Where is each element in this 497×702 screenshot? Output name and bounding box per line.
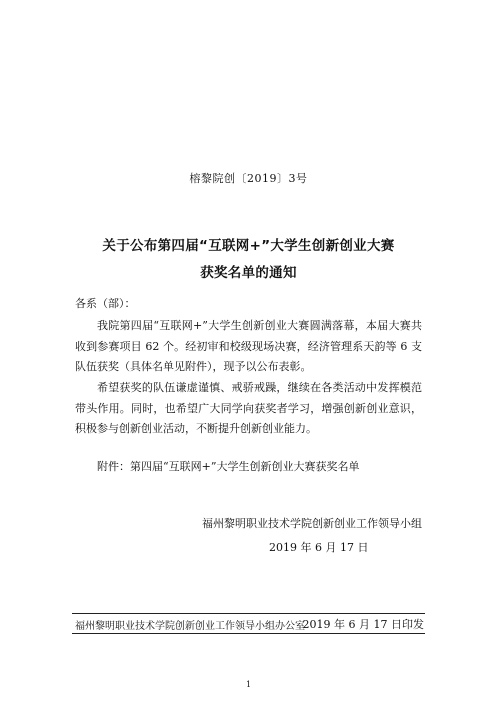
signature-organization: 福州黎明职业技术学院创新创业工作领导小组 (202, 517, 422, 530)
page-number: 1 (245, 680, 252, 689)
body-paragraph-2: 希望获奖的队伍谦虚谨慎、戒骄戒躁，继续在各类活动中发挥模范带头作用。同时，也希望广大同学向获奖者学习，增强创新创业意识，积极参与创新创业活动，不断提升创新创业能力。 (75, 381, 422, 435)
footer-issuing-office: 福州黎明职业技术学院创新创业工作领导小组办公室 (75, 621, 305, 632)
document-title-line-2: 获奖名单的通知 (200, 265, 297, 281)
attachment-note: 附件：第四届“互联网+”大学生创新创业大赛获奖名单 (97, 460, 360, 473)
signature-date: 2019 年 6 月 17 日 (269, 541, 369, 554)
body-paragraph-1: 我院第四届“互联网+”大学生创新创业大赛圆满落幕，本届大赛共收到参赛项目 62 个。经初审和校级现场决赛，经济管理系天韵等 6 支队伍获奖（具体名单见附件），现予以公布表彰。 (75, 319, 422, 373)
salutation: 各系（部）： (75, 297, 136, 310)
footer-bottom-rule (72, 633, 425, 634)
footer-print-date: 2019 年 6 月 17 日印发 (302, 618, 424, 631)
footer-top-rule (72, 613, 425, 614)
document-title-line-1: 关于公布第四届“互联网+”大学生创新创业大赛 (102, 238, 395, 254)
document-number: 榕黎院创〔2019〕3号 (189, 172, 308, 185)
